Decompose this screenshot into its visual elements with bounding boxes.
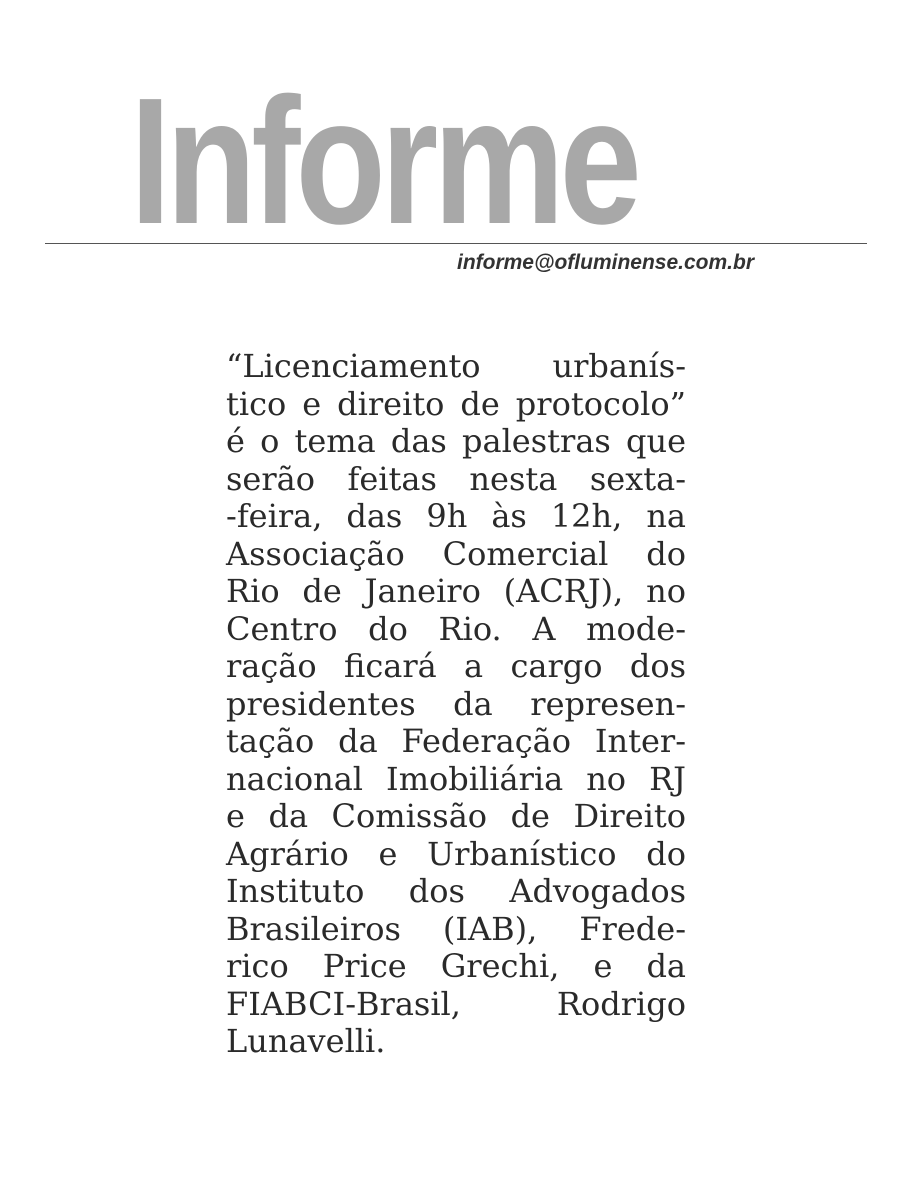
article-line: Agrário e Urbanístico do xyxy=(226,834,686,873)
article-line: e da Comissão de Direito xyxy=(226,797,686,835)
header-rule xyxy=(45,243,867,244)
article-body xyxy=(226,348,686,1061)
contact-email: informe@ofluminense.com.br xyxy=(456,251,754,274)
article-line: Associação Comercial do xyxy=(226,534,686,573)
article-line: FIABCI-Brasil, Rodrigo xyxy=(226,984,686,1023)
article-line: Brasileiros (IAB), Frede- xyxy=(226,909,686,948)
masthead-title: Informe xyxy=(130,61,637,262)
article-line: nacional Imobiliária no RJ xyxy=(226,759,686,798)
article-line: tico e direito de protocolo” xyxy=(226,384,686,423)
article-line: “Licenciamento urbanís- xyxy=(226,347,686,385)
article-line: Rio de Janeiro (ACRJ), no xyxy=(226,572,686,610)
article-line: Lunavelli. xyxy=(226,1022,386,1060)
article-line: presidentes da represen- xyxy=(226,684,686,723)
article-line: Centro do Rio. A mode- xyxy=(226,609,686,648)
article-line: Instituto dos Advogados xyxy=(226,872,686,910)
article-line: rico Price Grechi, e da xyxy=(226,947,686,985)
article-line: é o tema das palestras que xyxy=(226,422,686,460)
article-line: -feira, das 9h às 12h, na xyxy=(226,497,686,535)
article-line: tação da Federação Inter- xyxy=(226,722,686,760)
article-line: serão feitas nesta sexta- xyxy=(226,459,686,498)
article-line: ração ficará a cargo dos xyxy=(226,647,686,685)
